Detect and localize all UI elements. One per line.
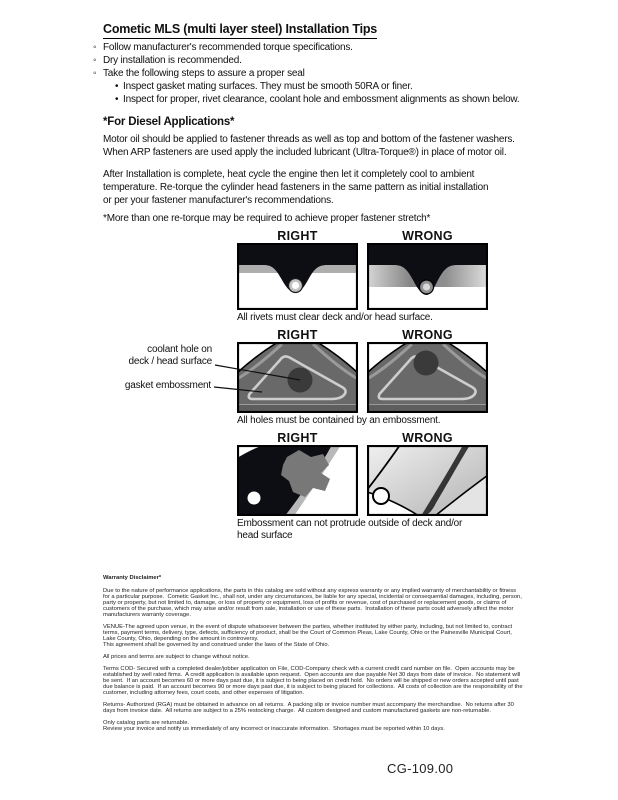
list-item: • Inspect gasket mating surfaces. They must be smooth 50RA or finer. (115, 81, 413, 92)
bolt-hole (248, 492, 261, 505)
wrong-label: WRONG (402, 431, 453, 445)
retorque-note: *More than one re-torque may be required to achieve proper fastener stretch* (103, 213, 431, 224)
gasket-embossment-annotation: gasket embossment (124, 380, 211, 391)
coolant-hole (414, 351, 439, 376)
list-item: ◦ Dry installation is recommended. (93, 55, 242, 66)
page-number: CG-109.00 (387, 761, 454, 776)
legal-paragraph: VENUE-The agreed upon venue, in the event of dispute whatsoever between the parties, whether instituted by either party, including, but not limited to, contract terms, payment terms, delivery, type, defects, sufficiency of product, shall be the Court of Common Pleas, Lake County, Ohio or the Painesville Municipal Court, Lake County, Ohio, depending on the amount in controversy. (103, 624, 514, 642)
diesel-heading: *For Diesel Applications* (103, 116, 235, 128)
pair2-labels (237, 328, 488, 342)
pair3-labels (237, 431, 488, 445)
pair2-diagrams (237, 342, 488, 413)
legal-paragraph: Review your invoice and notify us immediately of any incorrect or inaccurate information. Shortages must be reported within 10 days. (103, 726, 445, 732)
legal-paragraph: Only catalog parts are returnable. (103, 720, 190, 726)
pair1-caption: All rivets must clear deck and/or head surface. (237, 312, 433, 323)
bolt-hole (373, 488, 389, 504)
list-item: • Inspect for proper, rivet clearance, coolant hole and embossment alignments as shown below. (115, 94, 520, 105)
diagram-embossment-wrong (367, 445, 488, 516)
right-label: RIGHT (277, 328, 318, 342)
legal-paragraph: Due to the nature of performance applications, the parts in this catalog are sold without any express warranty or any implied warranty of merchantability or fitness for a particular purpose. Cometic Gasket Inc., shall not, under any circumstances, be liable for any special, incidental or consequential damages, including, person, party or property, but not limited to, damage, or loss of property or equipment, loss of profits or revenue, cost of purchased or replacement goods, or claims of customers of the purchase, which may arise and/or result from sale, installation or use of these parts. Installation of these parts could adversely affect the motor manufacturers warranty coverage. (103, 588, 524, 618)
page-title: Cometic MLS (multi layer steel) Installation Tips (103, 22, 377, 36)
list-item: ◦ Take the following steps to assure a proper seal (93, 68, 305, 79)
right-label: RIGHT (277, 229, 318, 243)
bullet-icon: • (115, 94, 119, 105)
pair3-caption: Embossment can not protrude outside of deck and/or head surface (237, 518, 463, 541)
legal-paragraph: All prices and terms are subject to change without notice. (103, 654, 250, 660)
coolant-hole (288, 368, 313, 393)
diesel-paragraph-2: After Installation is complete, heat cycle the engine then let it completely cool to ambient temperature. Re-torque the cylinder head fasteners in the same pattern as initial installation or per your fastener manufacturer's recommendations. (103, 169, 489, 206)
bullet-icon: ◦ (93, 55, 97, 66)
pair1-labels (237, 229, 488, 243)
diagram-coolant-right (237, 342, 358, 413)
pair2-caption: All holes must be contained by an embossment. (237, 415, 441, 426)
coolant-hole-annotation: coolant hole on deck / head surface (128, 344, 212, 367)
right-label: RIGHT (277, 431, 318, 445)
wrong-label: WRONG (402, 229, 453, 243)
wrong-label: WRONG (402, 328, 453, 342)
pair3-diagrams (237, 445, 488, 516)
legal-paragraph: Returns- Authorized (RGA) must be obtained in advance on all returns. A packing slip or invoice number must accompany the merchandise. No returns after 30 days from invoice date. All returns are subject to a 25% restocking charge. All custom designed and custom manufactured gaskets are non-returnable. (103, 702, 516, 714)
diagram-embossment-right (237, 445, 358, 516)
legal-heading: Warranty Disclaimer* (103, 575, 162, 581)
bullet-icon: ◦ (93, 42, 97, 53)
diagram-rivet-right (237, 243, 358, 310)
diagram-coolant-wrong (367, 342, 488, 413)
list-item: ◦ Follow manufacturer's recommended torque specifications. (93, 42, 353, 53)
warranty-disclaimer (103, 575, 523, 738)
pair1-diagrams (237, 243, 488, 310)
diagram-rivet-wrong (367, 243, 488, 310)
bullet-icon: • (115, 81, 119, 92)
legal-paragraph: This agreement shall be governed by and construed under the laws of the State of Ohio. (103, 642, 330, 648)
installation-tips-list (93, 41, 563, 106)
legal-paragraph: Terms COD- Secured with a completed dealer/jobber application on File, COD-Company check with a current credit card number on file. Open accounts may be established by well rated firms. A credit application is available upon request. Open accounts are due payable Net 30 days from date of invoice. No statement will be sent. If an account becomes 60 or more days past due, it is subject to being placed on credit hold. No orders will be shipped or new orders accepted until past due balance is paid. If an account becomes 90 or more days past due, it is subject to being placed for collections. All costs of collection are the responsibility of the customer, including attorney fees, court costs, and other expenses of litigation. (103, 666, 525, 696)
diesel-paragraph-1: Motor oil should be applied to fastener threads as well as top and bottom of the fastener washers. When ARP fasteners are used apply the included lubricant (Ultra-Torque®) in place of motor oil. (103, 134, 515, 158)
bullet-icon: ◦ (93, 68, 97, 79)
